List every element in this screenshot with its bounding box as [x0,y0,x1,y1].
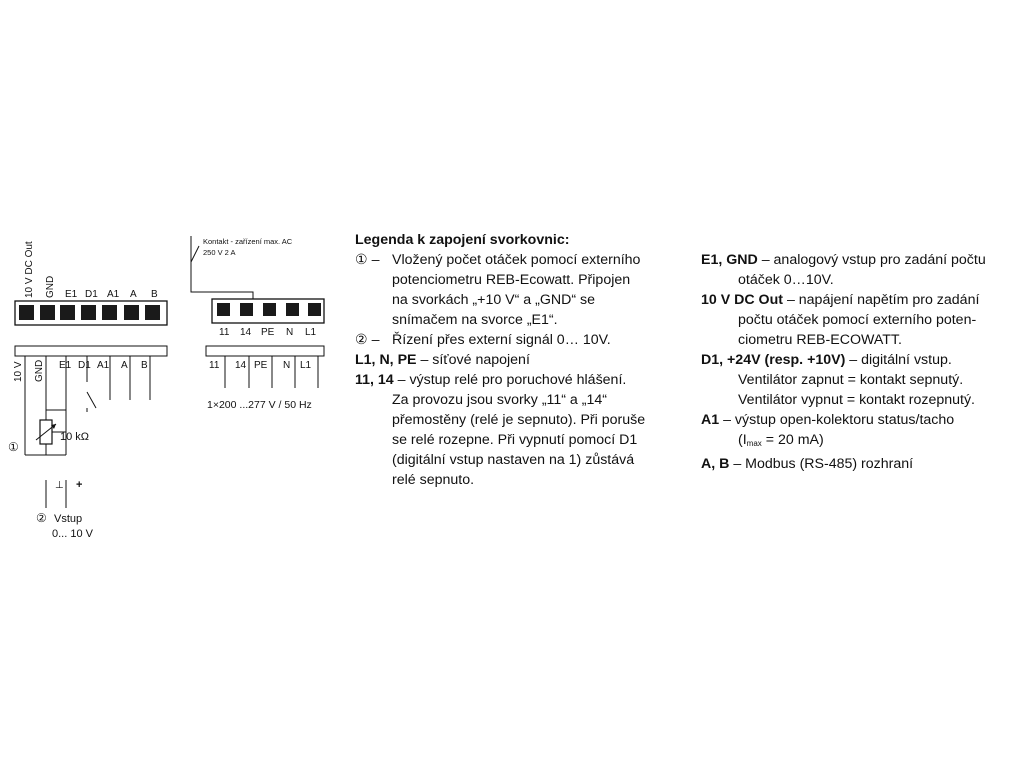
relay-terminal-squares [217,303,321,316]
legend-mains-term: L1, N, PE [355,352,417,368]
legend-relay-line: se relé rozepne. Při vypnutí pomocí D1 [392,432,638,448]
potentiometer-value: 10 kΩ [60,431,90,443]
relay-label-11: 11 [219,327,230,338]
relay-note-line1: Kontakt - zařízení max. AC [203,237,293,246]
mains-bus [206,346,324,411]
terminal-label-e1: E1 [65,289,78,300]
terminal-screw [81,305,96,320]
terminal-screw [308,303,321,316]
bus-bar [15,346,167,356]
terminal-screw [124,305,139,320]
terminal-screw [240,303,253,316]
legend-e1 [701,250,986,270]
relay-label-n: N [286,327,294,338]
terminal-label-a: A [130,289,137,300]
legend-dc-line: ciometru REB-ECOWATT. [738,332,902,348]
terminal-label-10v-dc-out: 10 V DC Out [24,241,35,298]
terminal-squares [19,305,160,320]
terminal-screw [19,305,34,320]
legend-a1-pre: (I [738,432,747,448]
mains-label-14: 14 [235,360,247,371]
input-range: 0... 10 V [52,528,93,540]
input-plus-symbol: + [76,479,83,491]
terminal-label-gnd: GND [45,275,56,298]
mains-label-pe: PE [254,360,268,371]
legend-item-2 [355,330,645,350]
relay-label-14: 14 [240,327,252,338]
legend-item-1-marker: ① – [355,252,380,268]
mains-supply: 1×200 ...277 V / 50 Hz [207,399,312,411]
legend-a1 [701,410,986,430]
legend-d1-text: – digitální vstup. [845,352,952,368]
legend-relay-line: přemostěny (relé je sepnuto). Při poruše [392,412,646,428]
bus-label-10v: 10 V [13,361,24,382]
legend-d1-line: Ventilátor vypnut = kontakt rozepnutý. [738,392,975,408]
legend-dc [701,290,986,310]
input-ground-symbol: ⊥ [55,480,64,491]
legend-item-1 [355,250,645,330]
legend-a1-line [701,430,986,454]
terminal-screw [60,305,75,320]
legend-e1-text: – analogový vstup pro zadání počtu [757,252,986,268]
legend-item-1-line: na svorkách „+10 V“ a „GND“ se [392,292,596,308]
legend-relay [355,370,645,390]
legend-d1 [701,350,986,370]
mains-label-11: 11 [209,360,220,371]
legend-item-2-marker: ② – [355,332,380,348]
legend-ab-text: – Modbus (RS-485) rozhraní [729,456,914,472]
terminal-screw [217,303,230,316]
legend-relay-text: – výstup relé pro poruchové hlášení. [393,372,627,388]
mains-bus-bar [206,346,324,356]
terminal-screw [102,305,117,320]
terminal-screw [40,305,55,320]
legend-relay-line: (digitální vstup nastaven na 1) zůstává [392,452,635,468]
legend-d1-line: Ventilátor zapnut = kontakt sepnutý. [738,372,964,388]
legend-a1-term: A1 [701,412,720,428]
legend-relay-term: 11, 14 [355,372,394,388]
marker-1: ① [8,440,19,454]
legend-d1-term: D1, +24V (resp. +10V) [701,352,846,368]
marker-2: ② [36,511,47,525]
bus-label-d1: D1 [78,360,91,371]
legend-mains-text: – síťové napojení [416,352,530,368]
legend-ab [701,454,986,474]
terminal-screw [263,303,276,316]
legend-column-1 [355,230,645,490]
legend-e1-line: otáček 0…10V. [738,272,834,288]
legend-a1-text: – výstup open-kolektoru status/tacho [719,412,955,428]
legend-a1-post: = 20 mA) [761,432,824,448]
legend-item-1-line: potenciometru REB-Ecowatt. Připojen [392,272,631,288]
mains-label-n: N [283,360,291,371]
legend-item-1-line: Vložený počet otáček pomocí externího [392,252,641,268]
bus-label-a1: A1 [97,360,110,371]
terminal-label-b: B [151,289,158,300]
legend-column-2 [701,250,986,474]
legend-dc-line: počtu otáček pomocí externího poten- [738,312,977,328]
legend-a1-sub: max [746,439,762,448]
legend-mains [355,350,645,370]
potentiometer [36,410,89,455]
legend-ab-term: A, B [701,456,730,472]
control-terminal-block [15,241,167,325]
relay-label-pe: PE [261,327,275,338]
input-label: Vstup [54,513,83,525]
legend-item-1-line: snímačem na svorce „E1“. [392,312,558,328]
relay-terminal-block [191,236,324,338]
terminal-label-a1: A1 [107,289,120,300]
legend-dc-term: 10 V DC Out [701,292,783,308]
terminal-screw [286,303,299,316]
bus-label-gnd: GND [34,359,45,382]
legend-relay-line: relé sepnuto. [392,472,475,488]
relay-note-line2: 250 V 2 A [203,248,236,257]
legend-item-2-text: Řízení přes externí signál 0… 10V. [392,332,611,348]
bus-label-e1: E1 [59,360,72,371]
legend-dc-text: – napájení napětím pro zadání [783,292,980,308]
terminal-screw [145,305,160,320]
legend-title: Legenda k zapojení svorkovnic: [355,232,570,248]
legend-relay-line: Za provozu jsou svorky „11“ a „14“ [392,392,607,408]
mains-label-l1: L1 [300,360,312,371]
legend-e1-term: E1, GND [701,252,758,268]
relay-label-l1: L1 [305,327,317,338]
bus-label-a: A [121,360,128,371]
terminal-label-d1: D1 [85,289,98,300]
bus-label-b: B [141,360,148,371]
